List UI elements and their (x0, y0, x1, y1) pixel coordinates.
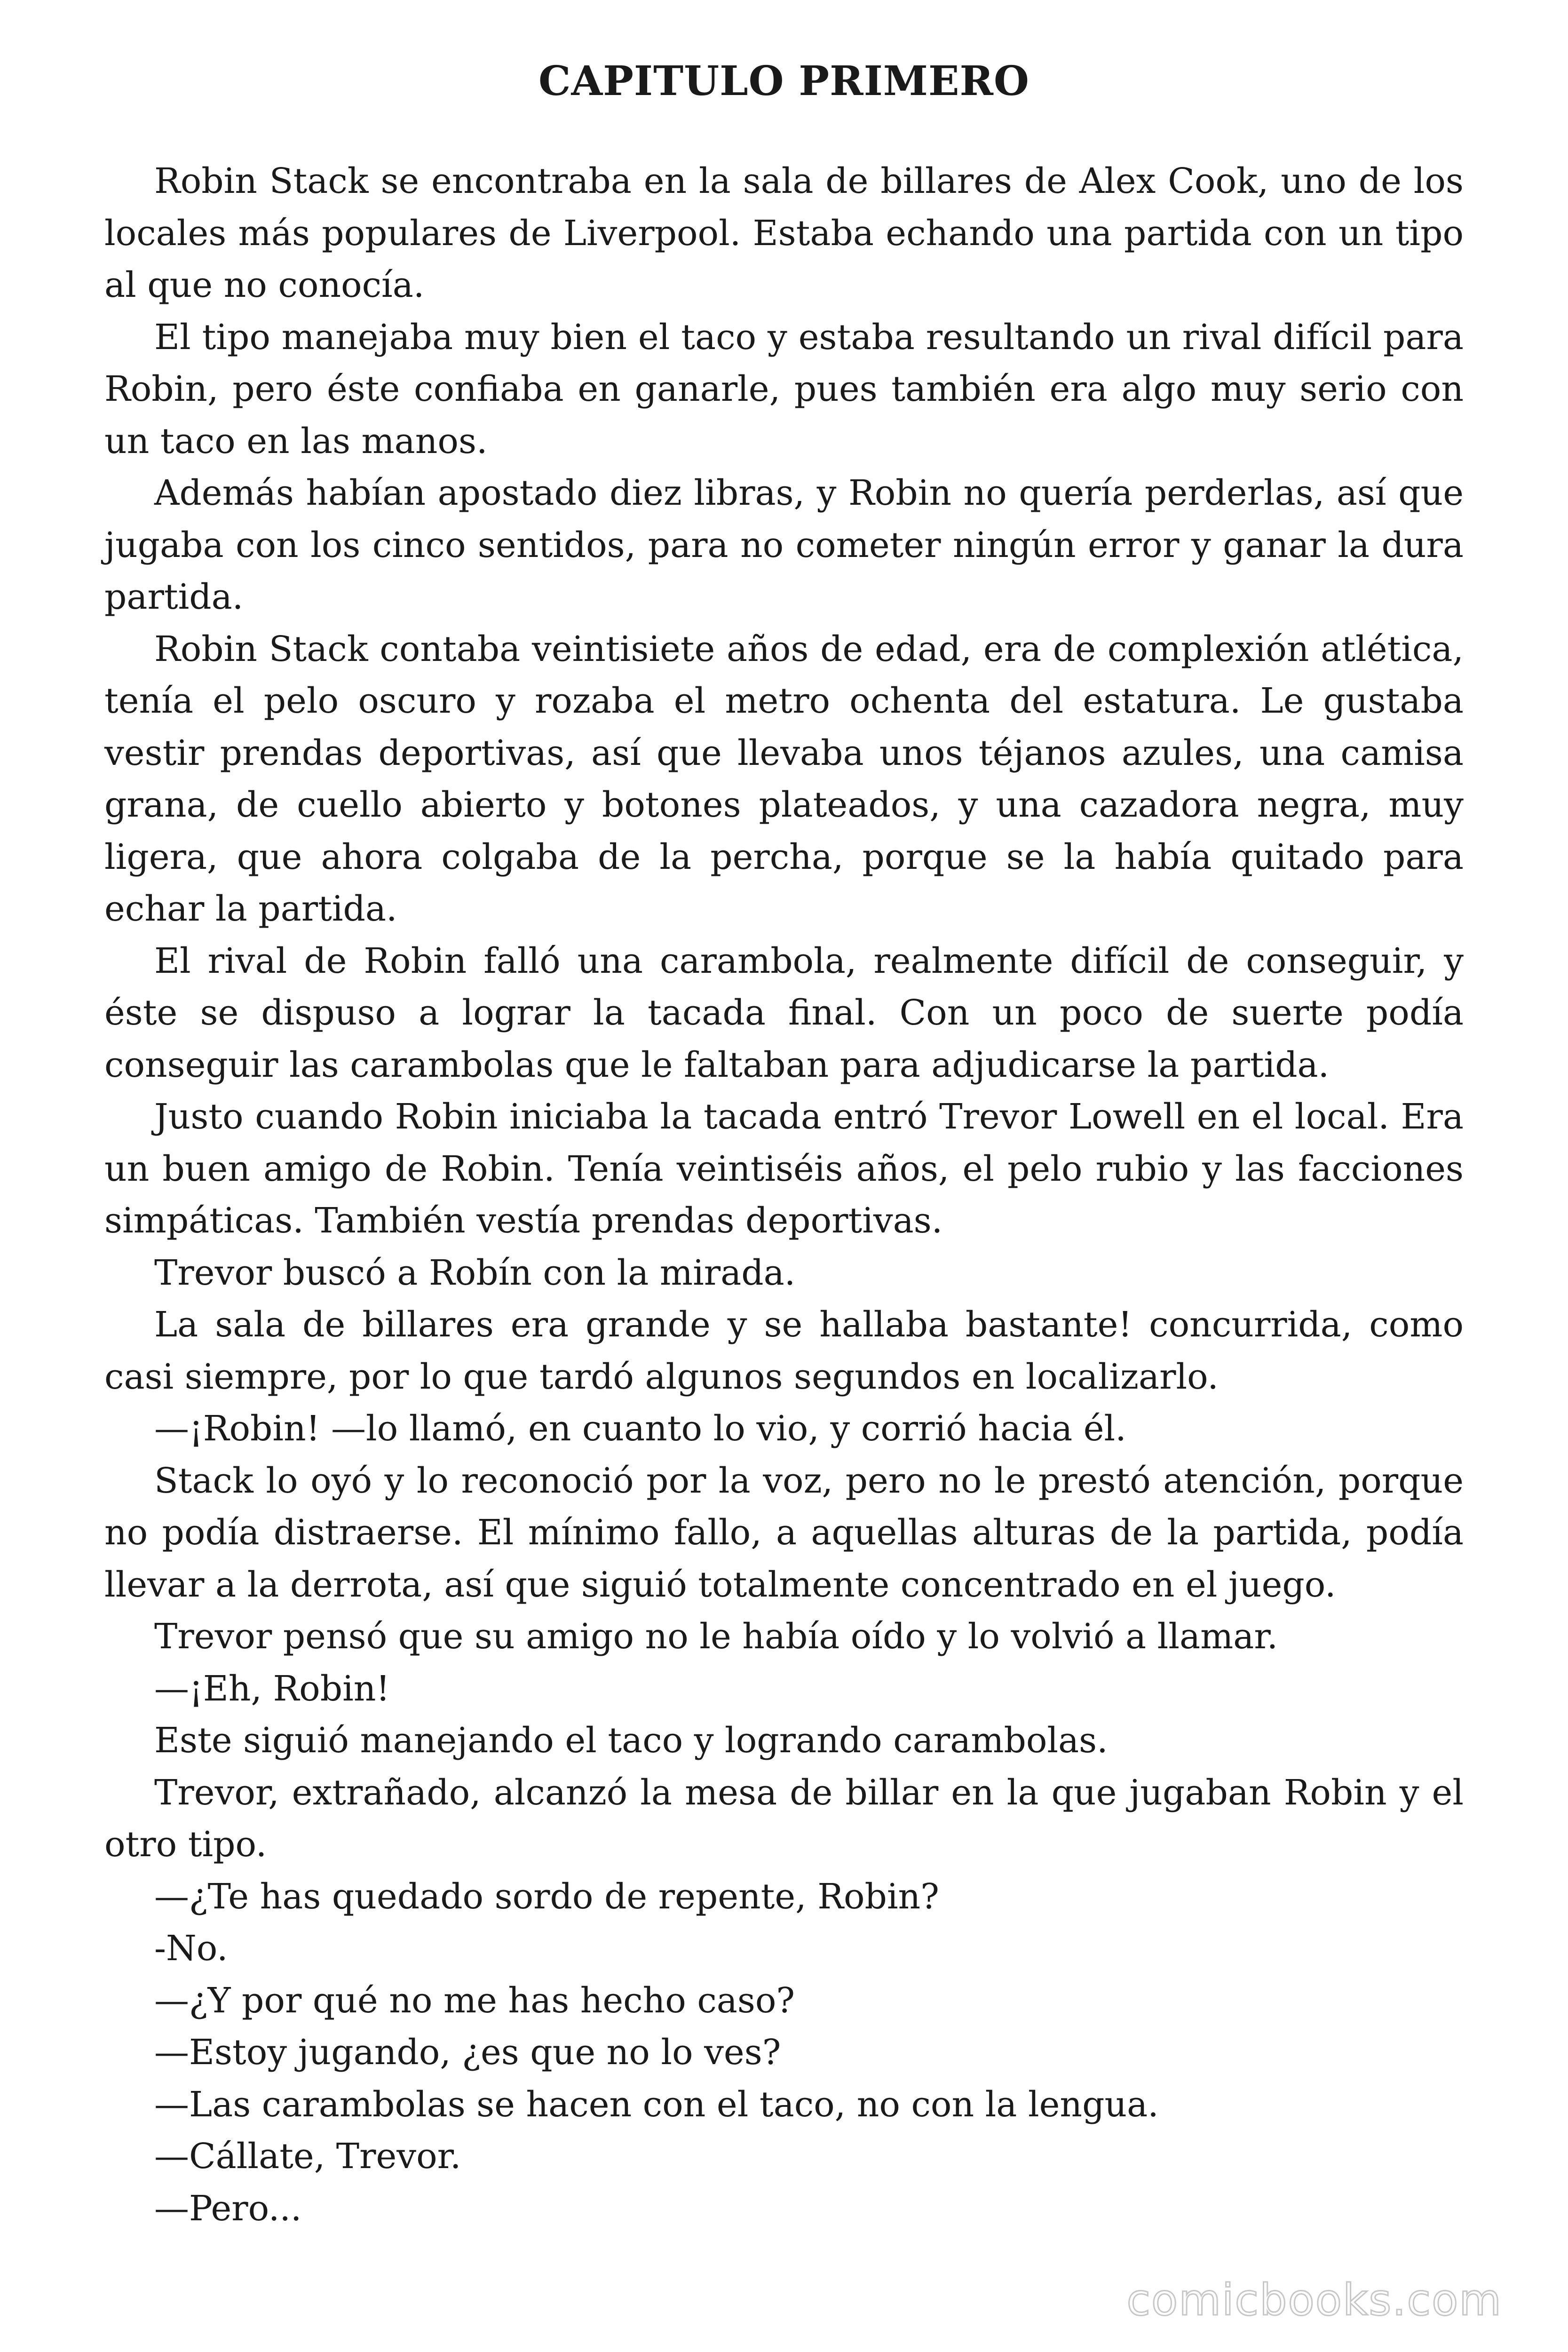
dialogue-line: —¡Eh, Robin! (154, 1668, 390, 1709)
chapter-body (104, 155, 1464, 2234)
watermark: comicbooks.com (1126, 2275, 1502, 2325)
paragraph: La sala de billares era grande y se hallaba bastante! concurrida, como casi siempre, por lo que tardó algunos segundos en localizarlo. (104, 1304, 1464, 1397)
paragraph: Stack lo oyó y lo reconoció por la voz, pero no le prestó atención, porque no podía distraerse. El mínimo fallo, a aquellas alturas de la partida, podía llevar a la derrota, así que siguió totalmente concentrado en el juego. (104, 1460, 1464, 1605)
chapter-title: CAPITULO PRIMERO (539, 57, 1029, 105)
dialogue-line: —¿Te has quedado sordo de repente, Robin? (154, 1876, 939, 1917)
paragraph: Además habían apostado diez libras, y Robin no quería perderlas, así que jugaba con los cinco sentidos, para no cometer ningún error y ganar la dura partida. (104, 473, 1464, 617)
paragraph: Robin Stack se encontraba en la sala de billares de Alex Cook, uno de los locales más populares de Liverpool. Estaba echando una partida con un tipo al que no conocía. (104, 161, 1464, 305)
paragraph: Trevor buscó a Robín con la mirada. (154, 1252, 796, 1293)
dialogue-line: —Pero... (154, 2188, 302, 2229)
dialogue-line: —¡Robin! —lo llamó, en cuanto lo vio, y corrió hacia él. (154, 1408, 1126, 1449)
dialogue-line: —Cállate, Trevor. (154, 2136, 461, 2177)
paragraph: Justo cuando Robin iniciaba la tacada entró Trevor Lowell en el local. Era un buen amigo de Robin. Tenía veintiséis años, el pelo rubio y las facciones simpáticas. También vestía prendas deportivas. (104, 1097, 1464, 1241)
dialogue-line: —Estoy jugando, ¿es que no lo ves? (154, 2032, 781, 2073)
dialogue-line: -No. (154, 1928, 228, 1969)
paragraph: Trevor, extrañado, alcanzó la mesa de billar en la que jugaban Robin y el otro tipo. (104, 1772, 1464, 1865)
paragraph: El rival de Robin falló una carambola, realmente difícil de conseguir, y éste se dispuso a lograr la tacada final. Con un poco de suerte podía conseguir las carambolas que le faltaban para adjudicarse la partida. (104, 940, 1464, 1085)
paragraph: El tipo manejaba muy bien el taco y estaba resultando un rival difícil para Robin, pero éste confiaba en ganarle, pues también era algo muy serio con un taco en las manos. (104, 317, 1464, 461)
paragraph: Trevor pensó que su amigo no le había oído y lo volvió a llamar. (154, 1616, 1278, 1657)
paragraph: Robin Stack contaba veintisiete años de edad, era de complexión atlética, tenía el pelo oscuro y rozaba el metro ochenta del estatura. Le gustaba vestir prendas deportivas, así que llevaba unos téjanos azules, una camisa grana, de cuello abierto y botones plateados, y una cazadora negra, muy ligera, que ahora colgaba de la percha, porque se la había quitado para echar la partida. (104, 628, 1464, 929)
paragraph: Este siguió manejando el taco y logrando carambolas. (154, 1720, 1108, 1761)
dialogue-line: —Las carambolas se hacen con el taco, no con la lengua. (154, 2084, 1159, 2125)
dialogue-line: —¿Y por qué no me has hecho caso? (154, 1980, 795, 2021)
